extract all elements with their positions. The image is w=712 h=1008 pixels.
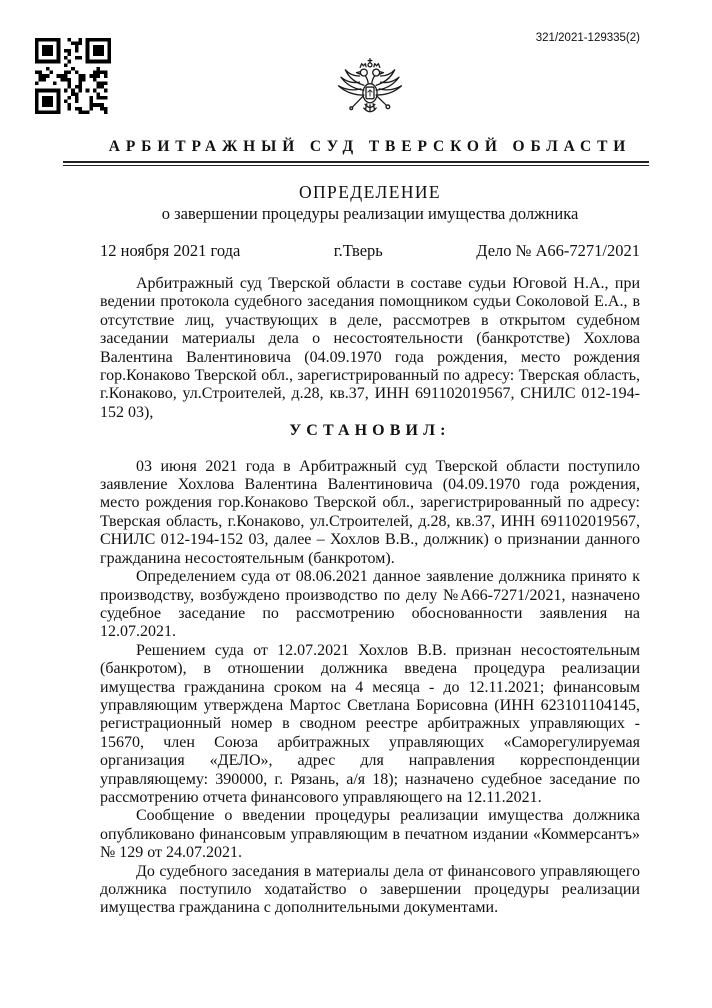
russian-federation-coat-of-arms-icon — [333, 50, 407, 134]
case-number: Дело № А66-7271/2021 — [476, 241, 640, 260]
body-paragraphs — [100, 458, 640, 918]
established-heading: УСТАНОВИЛ: — [289, 422, 451, 440]
body-paragraph: До судебного заседания в материалы дела от финансового управляющего должника поступило ходатайство о завершении процедуры реализации имущества гражданина с дополнительными документами. — [100, 862, 640, 917]
body-paragraph: Решением суда от 12.07.2021 Хохлов В.В. признан несостоятельным (банкротом), в отношении должника введена процедура реализации имущества гражданина сроком на 4 месяца - до 12.11.2021; финансовым управляющим утверждена Мартос Светлана Борисовна (ИНН 623101104145, регистрационный номер в сводном реестре арбитражных управляющих - 15670, член Союза арбитражных управляющих «Саморегулируемая организация «ДЕЛО», адрес для направления корреспонденции управляющему: 390000, г. Рязань, а/я 18); назначено судебное заседание по рассмотрению отчета финансового управляющего на 12.11.2021. — [100, 641, 640, 806]
intro-paragraph: Арбитражный суд Тверской области в составе судьи Юговой Н.А., при ведении протокола судебного заседания помощником судьи Соколовой Е.А., в отсутствие лиц, участвующих в деле, рассмотрев в открытом судебном заседании материалы дела о несостоятельности (банкротстве) Хохлова Валентина Валентиновича (04.09.1970 года рождения, место рождения гор.Конаково Тверской обл., зарегистрированный по адресу: Тверская область, г.Конаково, ул.Строителей, д.28, кв.37, ИНН 691102019567, СНИЛС 012-194-152 03), — [100, 275, 640, 421]
document-body — [100, 275, 640, 918]
document-subtitle: о завершении процедуры реализации имущества должника — [161, 204, 579, 223]
body-paragraph: Сообщение о введении процедуры реализации имущества должника опубликовано финансовым управляющим в печатном издании «Коммерсантъ» № 129 от 24.07.2021. — [100, 807, 640, 862]
body-paragraph: 03 июня 2021 года в Арбитражный суд Тверской области поступило заявление Хохлова Валентина Валентиновича (04.09.1970 года рождения, место рождения гор.Конаково Тверской обл., зарегистрированный по адресу: Тверская область, г.Конаково, ул.Строителей, д.28, кв.37, ИНН 691102019567, СНИЛС 012-194-152 03, далее – Хохлов В.В., должник) о признании данного гражданина несостоятельным (банкротом). — [100, 457, 640, 567]
case-info-line — [100, 241, 640, 261]
qr-code-icon — [35, 38, 111, 114]
court-city: г.Тверь — [333, 241, 383, 260]
court-name: АРБИТРАЖНЫЙ СУД ТВЕРСКОЙ ОБЛАСТИ — [108, 138, 632, 155]
document-registration-number: 321/2021-129335(2) — [535, 32, 640, 44]
document-title: ОПРЕДЕЛЕНИЕ — [298, 182, 442, 202]
body-paragraph: Определением суда от 08.06.2021 данное заявление должника принято к производству, возбуждено производство по делу №А66-7271/2021, назначено судебное заседание по рассмотрению обоснованности заявления на 12.07.2021. — [100, 568, 640, 641]
header-divider — [63, 161, 649, 166]
document-date: 12 ноября 2021 года — [100, 241, 241, 260]
